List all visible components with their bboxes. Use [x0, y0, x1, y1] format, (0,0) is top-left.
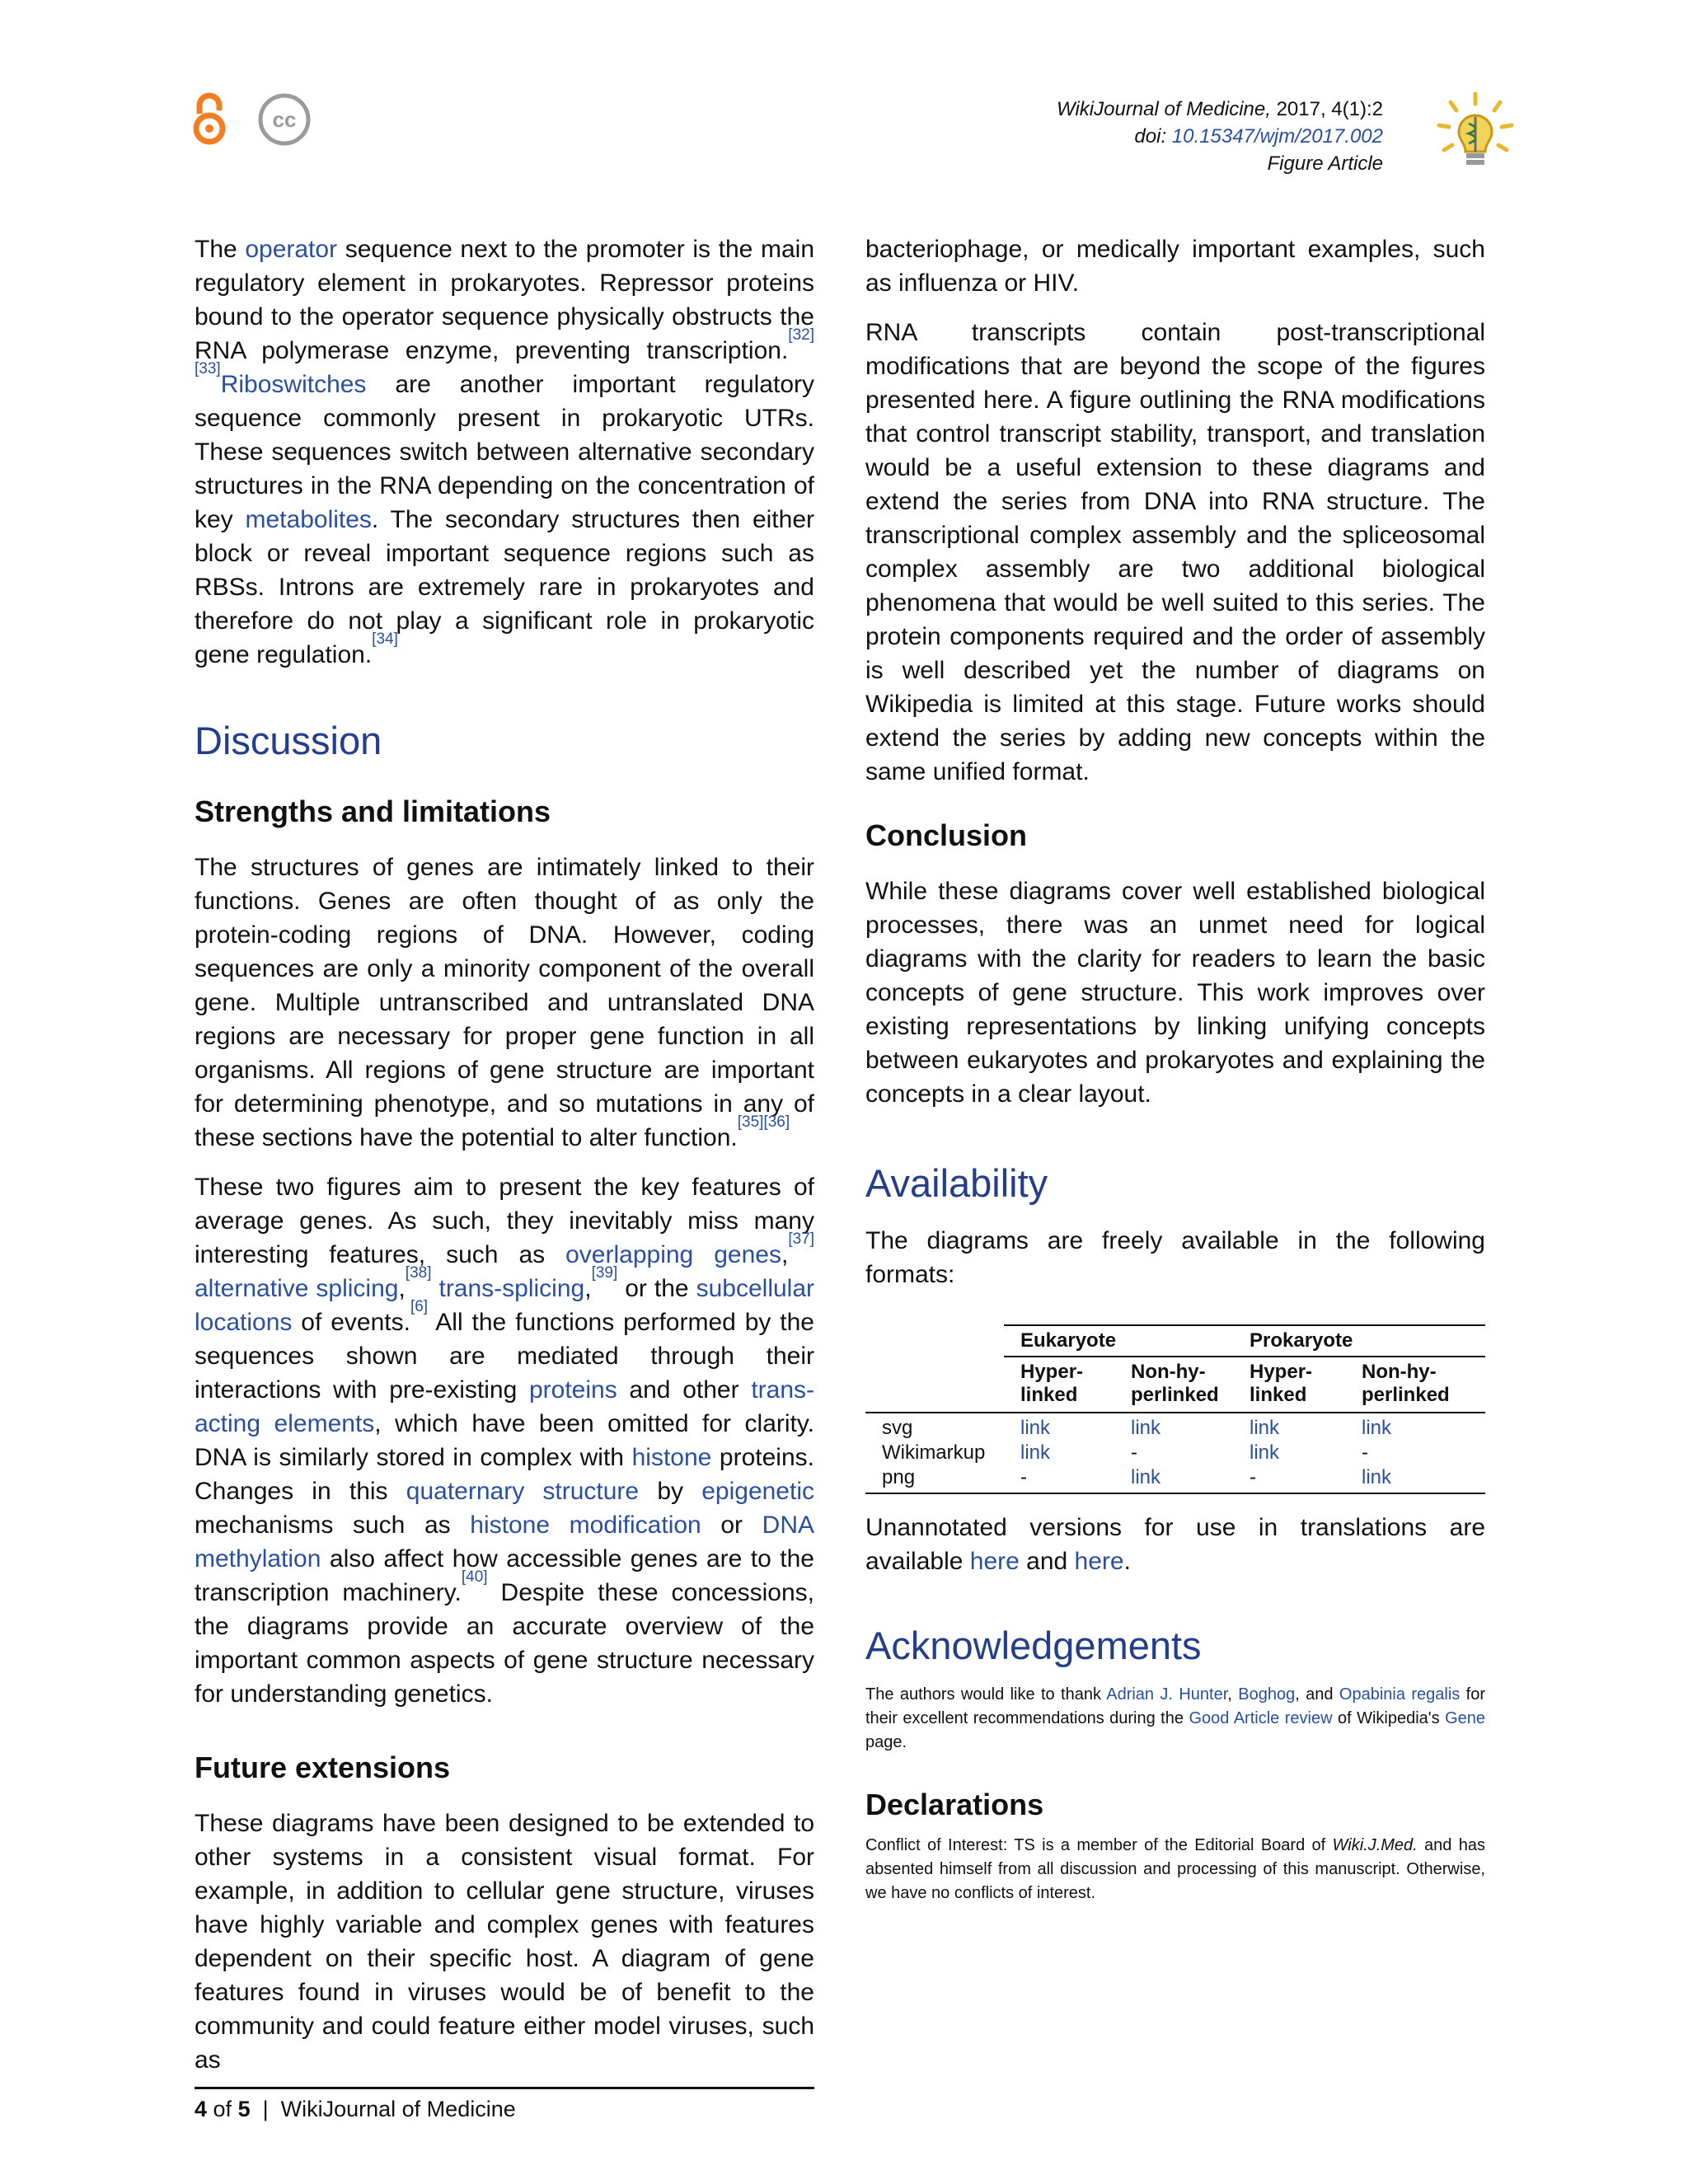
table-group-header-row [865, 1325, 1485, 1357]
citation-39[interactable]: [39] [591, 1264, 618, 1282]
sub-header: Hyper-linked [1246, 1357, 1358, 1413]
link-histone[interactable]: histone [631, 1444, 712, 1471]
right-column [865, 232, 1485, 1905]
left-column [195, 232, 814, 2093]
paragraph-unannotated: Unannotated versions for use in translations are available here and here. [865, 1514, 1485, 1575]
paragraph-structures: The structures of genes are intimately linked to their functions. Genes are often thought of as only the protein-coding regions of DNA. However, coding sequences are only a minority component of the overall gene. Multiple untranscribed and untranslated DNA regions are necessary for proper gene function in all organisms. All regions of gene structure are important for determining phenotype, and so mutations in any of these sections have the potential to alter function.[35][36] [195, 854, 814, 1151]
link-epigenetic[interactable]: epigenetic [701, 1478, 814, 1505]
paragraph-future: These diagrams have been designed to be extended to other systems in a consistent visual format. For example, in addition to cellular gene structure, viruses have highly variable and complex genes with features dependent on their specific host. A diagram of gene features found in viruses would be of benefit to the community and could feature either model viruses, such as [195, 1810, 814, 2074]
table-link[interactable]: link [1116, 1465, 1246, 1493]
paragraph-declarations: Conflict of Interest: TS is a member of the Editorial Board of Wiki.J.Med. and has absented himself from all discussion and processing of this manuscript. Otherwise, we have no conflicts of interest. [865, 1836, 1486, 1902]
link-here-1[interactable]: here [969, 1548, 1020, 1575]
table-cell-empty: - [1362, 1441, 1368, 1464]
cc-label: cc [272, 107, 297, 132]
wikijournal-medicine-logo-icon [1434, 91, 1517, 173]
link-opabinia-regalis[interactable]: Opabinia regalis [1339, 1685, 1461, 1704]
table-cell-empty: - [1004, 1465, 1116, 1493]
sub-header: Non-hy-perlinked [1116, 1357, 1246, 1413]
link-gene[interactable]: Gene [1445, 1709, 1485, 1727]
link-riboswitches[interactable]: Riboswitches [220, 371, 367, 398]
creative-commons-icon [257, 92, 312, 147]
table-row [865, 1440, 1485, 1465]
link-quaternary-structure[interactable]: quaternary structure [406, 1478, 640, 1505]
table-link[interactable]: link [1362, 1417, 1392, 1439]
doi-link[interactable]: 10.15347/wjm/2017.002 [1171, 125, 1383, 148]
page-footer: 4 of 5 | WikiJournal of Medicine [195, 2097, 516, 2121]
link-alternative-splicing[interactable]: alternative splicing [195, 1275, 399, 1302]
citation-35-36[interactable]: [35][36] [737, 1113, 790, 1131]
conclusion-heading: Conclusion [865, 818, 1027, 852]
group-header-prokaryote: Prokaryote [1246, 1325, 1485, 1357]
paragraph-acknowledgements: The authors would like to thank Adrian J. Hunter, Boghog, and Opabinia regalis for their excellent recommendations during the Good Article review of Wikipedia's Gene page. [865, 1685, 1486, 1751]
paragraph-features: These two figures aim to present the key features of average genes. As such, they inevitably miss many interesting features, such as overlapping genes,[37] alternative splicing,[38] trans-splicing,[39] or the subcellular locations of events.[6] All the functions performed by the sequences shown are mediated through their interactions with pre-existing proteins and other trans-acting elements, which have been omitted for clarity. DNA is similarly stored in complex with histone proteins. Changes in this quaternary structure by epigenetic mechanisms such as histone modification or DNA methylation also affect how accessible genes are to the transcription machinery.[40] Despite these concessions, the diagrams provide an accurate overview of the important common aspects of gene structure necessary for understanding genetics. [195, 1174, 815, 1708]
paragraph-conclusion: While these diagrams cover well established biological processes, there was an unmet need for logical diagrams with the clarity for readers to learn the basic concepts of gene structure. This work improves over existing representations by linking unifying concepts between eukaryotes and prokaryotes and explaining the concepts in a clear layout. [865, 878, 1485, 1108]
table-row [865, 1465, 1485, 1493]
link-subcellular-locations[interactable]: subcellular locations [195, 1275, 815, 1336]
citation-37[interactable]: [37] [788, 1230, 815, 1248]
link-overlapping-genes[interactable]: overlapping genes [565, 1241, 781, 1268]
link-histone-modification[interactable]: histone modification [470, 1511, 701, 1539]
strengths-heading: Strengths and limitations [195, 794, 551, 828]
table-link[interactable]: link [1250, 1417, 1280, 1439]
doi-line: doi: 10.15347/wjm/2017.002 [1134, 125, 1383, 148]
table-cell-empty: - [1131, 1441, 1137, 1464]
link-proteins[interactable]: proteins [528, 1376, 617, 1404]
table-link[interactable]: link [1020, 1417, 1051, 1439]
link-metabolites[interactable]: metabolites [245, 506, 372, 533]
citation-6[interactable]: [6] [410, 1298, 429, 1315]
future-extensions-heading: Future extensions [195, 1750, 451, 1784]
journal-line: WikiJournal of Medicine, 2017, 4(1):2 [1057, 98, 1383, 120]
paragraph-bacteriophage: bacteriophage, or medically important examples, such as influenza or HIV. [865, 236, 1485, 297]
link-trans-splicing[interactable]: trans-splicing [438, 1275, 585, 1302]
declarations-heading: Declarations [865, 1788, 1044, 1821]
group-header-eukaryote: Eukaryote [1004, 1325, 1246, 1357]
link-operator[interactable]: operator [245, 236, 338, 263]
paragraph-availability: The diagrams are freely available in the following formats: [865, 1227, 1485, 1288]
citation-40[interactable]: [40] [461, 1568, 488, 1586]
table-link[interactable]: link [1131, 1417, 1161, 1439]
sub-header: Non-hy-perlinked [1358, 1357, 1485, 1413]
table-row [865, 1413, 1485, 1440]
availability-table [865, 1324, 1485, 1494]
table-link[interactable]: link [1358, 1465, 1485, 1493]
link-dna-methylation[interactable]: DNA methylation [195, 1511, 814, 1572]
table-link[interactable]: link [1020, 1441, 1051, 1464]
paragraph-rna-transcripts: RNA transcripts contain post-transcriptional modifications that are beyond the scope of the figures presented here. A figure outlining the RNA modifications that control transcript stability, transport, and translation would be a useful extension to these diagrams and extend the series from DNA into RNA structure. The transcriptional complex assembly and the spliceosomal complex assembly are two additional biological phenomena that would be well suited to this series. The protein components required and the order of assembly is well described yet the number of diagrams on Wikipedia is limited at this stage. Future works should extend the series by adding new concepts within the same unified format. [865, 319, 1485, 785]
acknowledgements-heading: Acknowledgements [865, 1624, 1202, 1667]
article-type: Figure Article [1267, 152, 1383, 175]
link-trans-acting-elements[interactable]: trans-acting elements [195, 1376, 814, 1437]
sub-header: Hyper-linked [1004, 1357, 1116, 1413]
citation-32-33[interactable]: [32][33] [195, 326, 814, 377]
row-label: png [865, 1465, 1004, 1493]
table-link[interactable]: link [1250, 1441, 1280, 1464]
citation-34[interactable]: [34] [372, 630, 398, 648]
row-label: svg [882, 1417, 913, 1439]
journal-citation [1057, 96, 1383, 177]
citation-38[interactable]: [38] [405, 1264, 432, 1282]
table-cell-empty: - [1246, 1465, 1358, 1493]
footer-journal-name: WikiJournal of Medicine [280, 2097, 516, 2121]
license-icons [191, 92, 312, 147]
table-sub-header-row [865, 1357, 1485, 1413]
paragraph-operator: The operator sequence next to the promoter is the main regulatory element in prokaryotes. Repressor proteins bound to the operator sequence physically obstructs the RNA polymerase enzyme, preventing transcription.[32][33]Riboswitches are another important regulatory sequence commonly present in prokaryotic UTRs. These sequences switch between alternative secondary structures in the RNA depending on the concentration of key metabolites. The secondary structures then either block or reveal important sequence regions such as RBSs. Introns are extremely rare in prokaryotes and therefore do not play a significant role in prokaryotic gene regulation.[34] [195, 236, 815, 668]
row-label: Wikimarkup [882, 1441, 986, 1464]
link-here-2[interactable]: here [1074, 1548, 1124, 1575]
availability-heading: Availability [865, 1161, 1048, 1205]
open-access-icon [191, 92, 227, 147]
link-adrian-hunter[interactable]: Adrian J. Hunter [1106, 1685, 1228, 1704]
footer-divider [195, 2087, 814, 2089]
discussion-heading: Discussion [195, 719, 382, 762]
link-boghog[interactable]: Boghog [1238, 1685, 1296, 1704]
link-good-article-review[interactable]: Good Article review [1189, 1709, 1333, 1727]
